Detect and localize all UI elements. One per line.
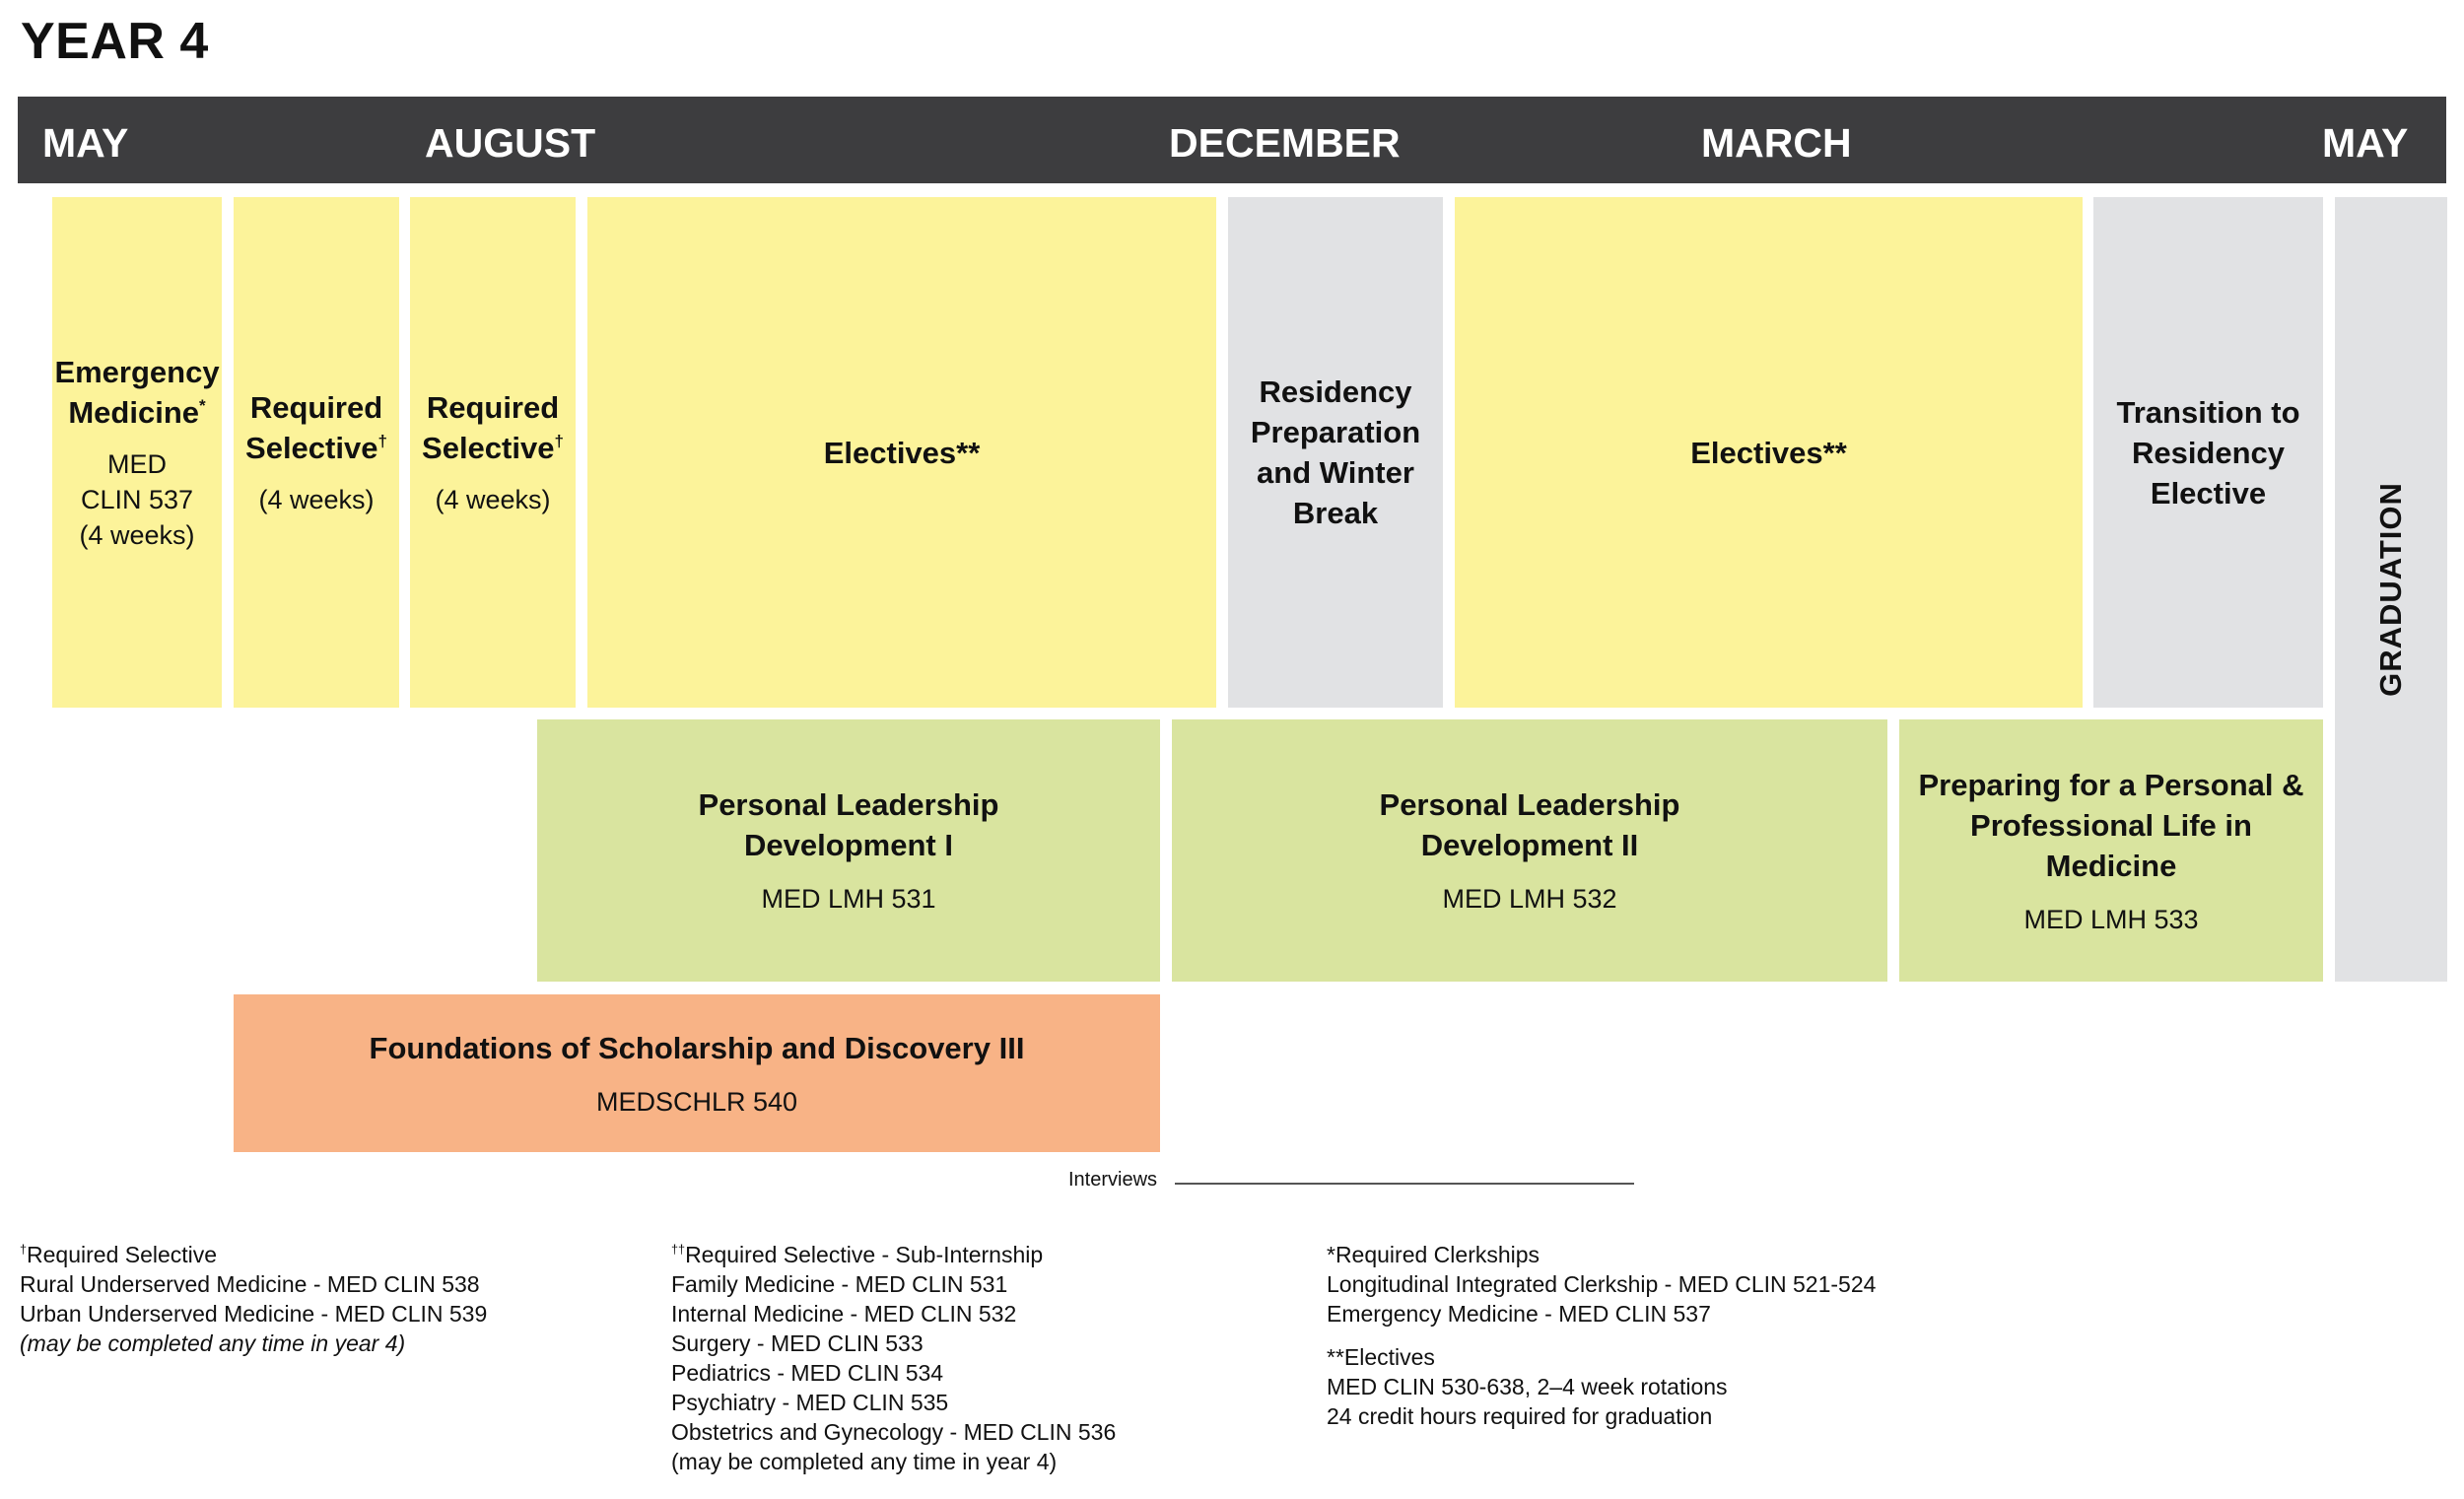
interviews-timeline-line bbox=[1175, 1183, 1634, 1185]
legend-item: Urban Underserved Medicine - MED CLIN 539 bbox=[20, 1301, 488, 1327]
emergency-medicine-title: Emergency Medicine* bbox=[54, 355, 220, 430]
legend-item: MED CLIN 530-638, 2–4 week rotations bbox=[1327, 1374, 1728, 1399]
month-label-march: MARCH bbox=[1701, 120, 1852, 166]
legend-item: Pediatrics - MED CLIN 534 bbox=[671, 1360, 944, 1386]
legend-note: (may be completed any time in year 4) bbox=[671, 1449, 1058, 1474]
month-label-december: DECEMBER bbox=[1169, 120, 1401, 166]
required-selective-2-duration: (4 weeks) bbox=[435, 485, 551, 514]
emergency-medicine-block bbox=[52, 197, 222, 708]
legend-item: Surgery - MED CLIN 533 bbox=[671, 1330, 924, 1356]
legend-required-selective bbox=[20, 1240, 650, 1358]
legend-clerkships-electives bbox=[1327, 1240, 2036, 1431]
foundations-scholarship-block bbox=[234, 994, 1160, 1152]
pld2-title: Personal Leadership Development II bbox=[1379, 787, 1680, 862]
interviews-label: Interviews bbox=[1068, 1169, 1158, 1191]
personal-leadership-development-1-block bbox=[537, 719, 1160, 982]
legend-electives-heading: **Electives bbox=[1327, 1344, 1435, 1370]
graduation-block bbox=[2335, 197, 2447, 982]
foundations-code: MEDSCHLR 540 bbox=[595, 1086, 798, 1117]
legend-item: Longitudinal Integrated Clerkship - MED CLIN 521-524 bbox=[1327, 1271, 1877, 1297]
legend-item: Rural Underserved Medicine - MED CLIN 538 bbox=[20, 1271, 480, 1297]
legend-note: (may be completed any time in year 4) bbox=[20, 1330, 406, 1356]
foundations-title: Foundations of Scholarship and Discovery III bbox=[369, 1030, 1025, 1065]
pld2-code: MED LMH 532 bbox=[1442, 884, 1617, 914]
transition-to-residency-title: Transition to Residency Elective bbox=[2116, 394, 2300, 511]
personal-leadership-development-2-block bbox=[1172, 719, 1887, 982]
legend-sub-internship bbox=[671, 1240, 1302, 1476]
pld1-code: MED LMH 531 bbox=[761, 884, 936, 914]
required-selective-1-duration: (4 weeks) bbox=[258, 485, 375, 514]
preparing-professional-life-block bbox=[1899, 719, 2323, 982]
legend-item: Psychiatry - MED CLIN 535 bbox=[671, 1390, 949, 1415]
electives-block-2 bbox=[1455, 197, 2083, 708]
required-selective-block-2 bbox=[410, 197, 576, 708]
month-label-may-end: MAY bbox=[2322, 120, 2409, 166]
legend-clerkships-heading: *Required Clerkships bbox=[1327, 1242, 1540, 1267]
legend-item: 24 credit hours required for graduation bbox=[1327, 1403, 1713, 1429]
preparing-title: Preparing for a Personal & Professional Life in Medicine bbox=[1918, 767, 2304, 883]
residency-preparation-block bbox=[1228, 197, 1443, 708]
graduation-label: GRADUATION bbox=[2373, 482, 2409, 697]
preparing-code: MED LMH 533 bbox=[2023, 904, 2199, 934]
legend-item: Internal Medicine - MED CLIN 532 bbox=[671, 1301, 1017, 1327]
month-label-may-start: MAY bbox=[42, 120, 129, 166]
required-selective-2-title: Required Selective† bbox=[422, 390, 564, 465]
electives-1-title: Electives** bbox=[823, 435, 981, 470]
electives-2-title: Electives** bbox=[1690, 435, 1847, 470]
legend-item: Obstetrics and Gynecology - MED CLIN 536 bbox=[671, 1419, 1117, 1445]
page-title: YEAR 4 bbox=[21, 13, 209, 70]
residency-preparation-title: Residency Preparation and Winter Break bbox=[1250, 375, 1421, 530]
emergency-medicine-duration: (4 weeks) bbox=[79, 520, 195, 550]
legend-item: Family Medicine - MED CLIN 531 bbox=[671, 1271, 1008, 1297]
month-label-august: AUGUST bbox=[425, 120, 596, 166]
legend-required-selective-heading: †Required Selective bbox=[20, 1242, 218, 1267]
emergency-medicine-code-line1: MED bbox=[107, 449, 167, 479]
required-selective-1-title: Required Selective† bbox=[245, 390, 387, 465]
legend-item: Emergency Medicine - MED CLIN 537 bbox=[1327, 1301, 1711, 1327]
required-selective-block-1 bbox=[234, 197, 399, 708]
pld1-title: Personal Leadership Development I bbox=[698, 787, 999, 862]
emergency-medicine-code-line2: CLIN 537 bbox=[80, 485, 194, 514]
legend-sub-internship-heading: ††Required Selective - Sub-Internship bbox=[671, 1242, 1044, 1267]
transition-to-residency-block bbox=[2093, 197, 2323, 708]
electives-block-1 bbox=[587, 197, 1216, 708]
